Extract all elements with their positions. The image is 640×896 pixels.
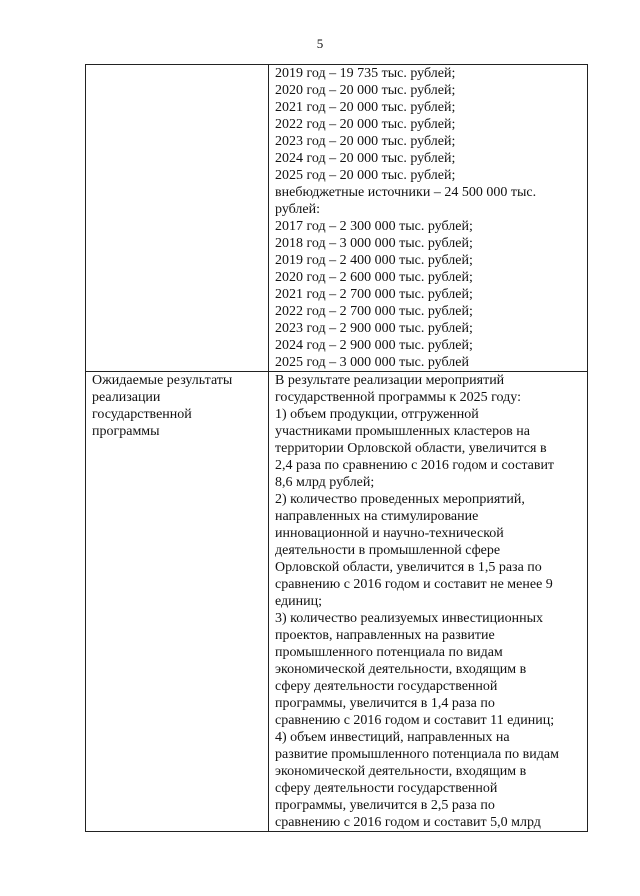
page-number: 5 bbox=[316, 36, 324, 51]
result-line: экономической деятельности, входящим в bbox=[275, 662, 527, 677]
funding-line: 2023 год – 20 000 тыс. рублей; bbox=[275, 134, 456, 149]
funding-sources-cell bbox=[269, 65, 588, 372]
result-line: 4) объем инвестиций, направленных на bbox=[275, 730, 510, 745]
result-line: 3) количество реализуемых инвестиционных bbox=[275, 611, 544, 626]
result-line: сравнению с 2016 годом и составит 5,0 млрд bbox=[275, 815, 541, 830]
result-line: государственной программы к 2025 году: bbox=[275, 390, 521, 405]
row-label-cell bbox=[86, 65, 269, 372]
funding-line: 2017 год – 2 300 000 тыс. рублей; bbox=[275, 219, 473, 234]
result-line: программы, увеличится в 2,5 раза по bbox=[275, 798, 495, 813]
funding-line: 2025 год – 3 000 000 тыс. рублей bbox=[275, 355, 469, 370]
row-label-line: Ожидаемые результаты bbox=[92, 373, 233, 388]
funding-line: 2020 год – 20 000 тыс. рублей; bbox=[275, 83, 456, 98]
funding-line: 2023 год – 2 900 000 тыс. рублей; bbox=[275, 321, 473, 336]
row-label-line: программы bbox=[92, 424, 160, 439]
table-row-expected-results bbox=[86, 372, 588, 832]
result-line: сферу деятельности государственной bbox=[275, 679, 498, 694]
funding-line: 2024 год – 2 900 000 тыс. рублей; bbox=[275, 338, 473, 353]
result-line: программы, увеличится в 1,4 раза по bbox=[275, 696, 495, 711]
result-line: участниками промышленных кластеров на bbox=[275, 424, 530, 439]
result-line: 2,4 раза по сравнению с 2016 годом и составит bbox=[275, 458, 555, 473]
row-label-line: реализации bbox=[92, 390, 161, 405]
result-line: территории Орловской области, увеличится в bbox=[275, 441, 547, 456]
result-line: В результате реализации мероприятий bbox=[275, 373, 505, 388]
expected-results-label-cell bbox=[86, 372, 269, 832]
result-line: единиц; bbox=[275, 594, 323, 609]
result-line: Орловской области, увеличится в 1,5 раза по bbox=[275, 560, 542, 575]
result-line: направленных на стимулирование bbox=[275, 509, 479, 524]
funding-line: внебюджетные источники – 24 500 000 тыс. bbox=[275, 185, 537, 200]
result-line: 1) объем продукции, отгруженной bbox=[275, 407, 479, 422]
row-label-line: государственной bbox=[92, 407, 192, 422]
funding-line: 2021 год – 2 700 000 тыс. рублей; bbox=[275, 287, 473, 302]
result-line: 2) количество проведенных мероприятий, bbox=[275, 492, 525, 507]
funding-line: рублей: bbox=[275, 202, 320, 217]
funding-line: 2022 год – 20 000 тыс. рублей; bbox=[275, 117, 456, 132]
result-line: инновационной и научно-технической bbox=[275, 526, 504, 541]
result-line: промышленного потенциала по видам bbox=[275, 645, 503, 660]
funding-line: 2021 год – 20 000 тыс. рублей; bbox=[275, 100, 456, 115]
result-line: сферу деятельности государственной bbox=[275, 781, 498, 796]
result-line: 8,6 млрд рублей; bbox=[275, 475, 375, 490]
result-line: сравнению с 2016 годом и составит не менее 9 bbox=[275, 577, 553, 592]
funding-line: 2022 год – 2 700 000 тыс. рублей; bbox=[275, 304, 473, 319]
result-line: деятельности в промышленной сфере bbox=[275, 543, 501, 558]
funding-line: 2024 год – 20 000 тыс. рублей; bbox=[275, 151, 456, 166]
expected-results-text-cell bbox=[269, 372, 588, 832]
result-line: сравнению с 2016 годом и составит 11 единиц; bbox=[275, 713, 555, 728]
funding-line: 2019 год – 2 400 000 тыс. рублей; bbox=[275, 253, 473, 268]
result-line: экономической деятельности, входящим в bbox=[275, 764, 527, 779]
funding-line: 2025 год – 20 000 тыс. рублей; bbox=[275, 168, 456, 183]
funding-line: 2018 год – 3 000 000 тыс. рублей; bbox=[275, 236, 473, 251]
program-passport-table bbox=[85, 64, 588, 832]
table-row-funding bbox=[86, 65, 588, 372]
result-line: проектов, направленных на развитие bbox=[275, 628, 495, 643]
funding-line: 2019 год – 19 735 тыс. рублей; bbox=[275, 66, 456, 81]
funding-line: 2020 год – 2 600 000 тыс. рублей; bbox=[275, 270, 473, 285]
result-line: развитие промышленного потенциала по видам bbox=[275, 747, 559, 762]
